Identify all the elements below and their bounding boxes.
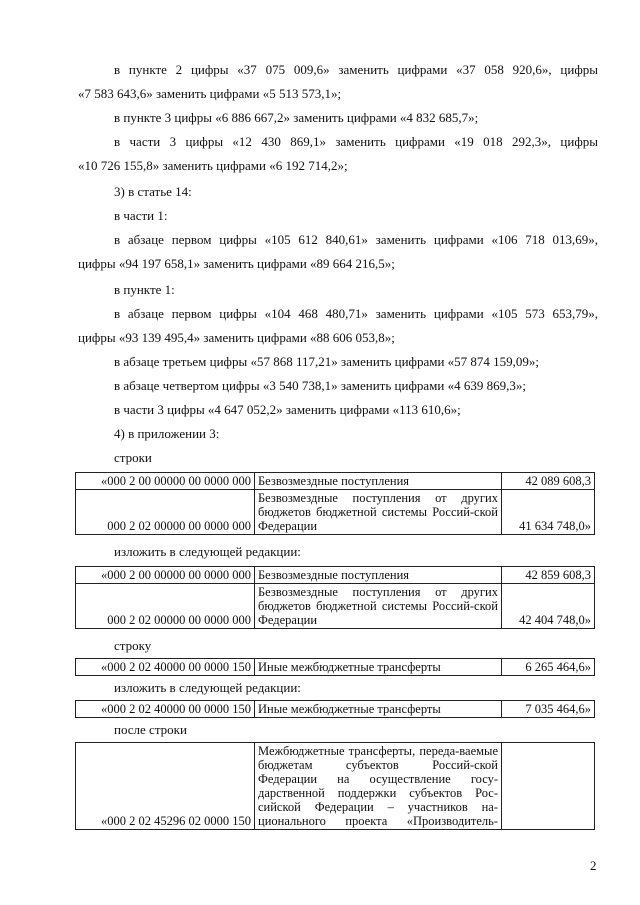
page-number: 2 [590,858,597,873]
table-cell-value: 42 089 608,3 [502,473,595,490]
paragraph: 3) в статье 14: [114,184,192,199]
table-cell-name: Безвозмездные поступления [255,473,502,490]
table-row [76,659,595,676]
paragraph: в абзаце четвертом цифры «3 540 738,1» заменить цифрами «4 639 869,3»; [114,378,526,393]
table-cell-code: «000 2 00 00000 00 0000 000 [76,567,255,584]
paragraph: цифры «93 139 495,4» заменить цифрами «88 606 053,8»; [78,330,395,345]
table-cell-name: Иные межбюджетные трансферты [255,659,502,676]
table-cell-name: Иные межбюджетные трансферты [255,701,502,718]
revenue-table-old [75,472,595,535]
table-cell-code: 000 2 02 00000 00 0000 000 [76,584,255,629]
paragraph: в абзаце третьем цифры «57 868 117,21» заменить цифрами «57 874 159,09»; [114,354,540,369]
paragraph: цифры «94 197 658,1» заменить цифрами «89 664 216,5»; [78,256,395,271]
paragraph: в части 3 цифры «4 647 052,2» заменить цифрами «113 610,6»; [114,402,461,417]
paragraph: в абзаце первом цифры «104 468 480,71» заменить цифрами «105 573 653,79», [114,306,598,321]
paragraph: после строки [114,722,187,737]
revenue-table-new [75,566,595,629]
paragraph: в пункте 3 цифры «6 886 667,2» заменить цифрами «4 832 685,7»; [114,110,479,125]
table-cell-code: «000 2 02 40000 00 0000 150 [76,701,255,718]
table-row [76,701,595,718]
table-row [76,490,595,535]
table-row [76,473,595,490]
table-cell-name: Межбюджетные трансферты, переда-ваемые бюджетам субъектов Россий-ской Федерации на осуществление госу-дарственной поддержки субъектов Рос-сийской Федерации – участников на-ционального проекта «Производитель- [255,743,502,830]
paragraph: в пункте 2 цифры «37 075 009,6» заменить цифрами «37 058 920,6», цифры [114,62,598,77]
paragraph: в абзаце первом цифры «105 612 840,61» заменить цифрами «106 718 013,69», [114,232,598,247]
table-cell-name: Безвозмездные поступления от других бюджетов бюджетной системы Россий-ской Федерации [255,490,502,535]
table-cell-code: «000 2 02 45296 02 0000 150 [76,743,255,830]
paragraph: в пункте 1: [114,282,175,297]
paragraph: изложить в следующей редакции: [114,544,301,559]
national-project-table [75,742,595,830]
table-cell-value: 42 404 748,0» [502,584,595,629]
table-cell-value: 7 035 464,6» [502,701,595,718]
paragraph: в части 3 цифры «12 430 869,1» заменить цифрами «19 018 292,3», цифры [114,134,598,149]
table-row [76,743,595,830]
paragraph: строку [114,638,152,653]
paragraph: в части 1: [114,208,168,223]
transfers-table-old [75,658,595,676]
table-cell-value [502,743,595,830]
table-cell-value: 42 859 608,3 [502,567,595,584]
paragraph: «7 583 643,6» заменить цифрами «5 513 573,1»; [78,86,342,101]
table-row [76,567,595,584]
table-cell-value: 6 265 464,6» [502,659,595,676]
table-cell-value: 41 634 748,0» [502,490,595,535]
table-cell-code: «000 2 02 40000 00 0000 150 [76,659,255,676]
paragraph: строки [114,450,152,465]
table-cell-name: Безвозмездные поступления от других бюджетов бюджетной системы Россий-ской Федерации [255,584,502,629]
paragraph: «10 726 155,8» заменить цифрами «6 192 714,2»; [78,158,348,173]
table-cell-code: 000 2 02 00000 00 0000 000 [76,490,255,535]
table-row [76,584,595,629]
table-cell-code: «000 2 00 00000 00 0000 000 [76,473,255,490]
paragraph: изложить в следующей редакции: [114,680,301,695]
table-cell-name: Безвозмездные поступления [255,567,502,584]
transfers-table-new [75,700,595,718]
paragraph: 4) в приложении 3: [114,426,220,441]
